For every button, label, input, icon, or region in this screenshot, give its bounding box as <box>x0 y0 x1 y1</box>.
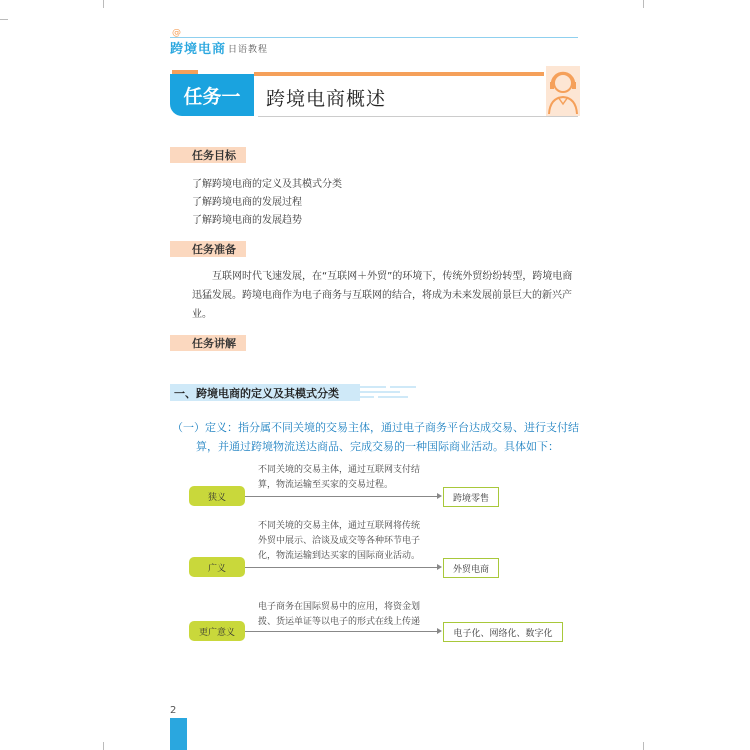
connector-arrow-head <box>437 628 442 634</box>
crop-mark <box>103 742 104 750</box>
connector-arrow-head <box>437 564 442 570</box>
header-divider <box>170 37 578 38</box>
goal-item: 了解跨境电商的发展过程 <box>192 197 302 208</box>
prep-paragraph: 互联网时代飞速发展，在“互联网＋外贸”的环境下，传统外贸纷纷转型，跨境电商迅猛发展。跨境电商作为电子商务与互联网的结合，将成为未来发展前景巨大的新兴产业。 <box>192 271 573 320</box>
goal-item: 了解跨境电商的发展趋势 <box>192 215 302 226</box>
customer-service-person-icon <box>546 66 580 116</box>
diagram-description <box>258 463 420 493</box>
description-line: 不同关境的交易主体，通过互联网支付结 <box>258 465 421 475</box>
connector-arrow-line <box>245 496 438 497</box>
goal-item: 了解跨境电商的定义及其模式分类 <box>192 179 342 190</box>
title-underline <box>258 116 578 117</box>
result-box-digitization: 电子化、网络化、数字化 <box>443 622 563 642</box>
section-label-prep: 任务准备 <box>170 241 246 257</box>
title-accent-bar <box>254 72 544 76</box>
connector-arrow-line <box>245 631 438 632</box>
heading-definition-and-models: 一、跨境电商的定义及其模式分类 <box>170 384 360 401</box>
heading-dash-decoration <box>360 384 420 401</box>
page-edge-tab <box>170 718 187 750</box>
connector-arrow-head <box>437 493 442 499</box>
result-box-cross-border-retail: 跨境零售 <box>443 487 499 507</box>
scope-pill-narrow: 狭义 <box>189 486 245 506</box>
crop-mark <box>643 742 644 750</box>
page-number: 2 <box>170 705 177 716</box>
description-line: 电子商务在国际贸易中的应用，将资金划 <box>258 602 421 612</box>
description-line: 拨、货运单证等以电子的形式在线上传递 <box>258 617 421 627</box>
task-title: 跨境电商概述 <box>266 88 387 110</box>
diagram-description <box>258 600 420 630</box>
scope-pill-broad: 广义 <box>189 557 245 577</box>
description-line: 外贸中展示、洽谈及成交等各种环节电子 <box>258 536 421 546</box>
result-box-foreign-trade-ecommerce: 外贸电商 <box>443 558 499 578</box>
section-label-goal: 任务目标 <box>170 147 246 163</box>
task-number-tag: 任务一 <box>170 74 254 116</box>
diagram-description <box>258 519 420 564</box>
definition-line: （一）定义：指分属不同关境的交易主体，通过电子商务平台达成交易、进行支付结 <box>172 421 579 434</box>
header-book-title: 跨境电商 <box>170 42 227 57</box>
description-line: 化，物流运输到达买家的国际商业活动。 <box>258 551 421 561</box>
connector-arrow-line <box>245 567 438 568</box>
definition-line: 算，并通过跨境物流送达商品、完成交易的一种国际商业活动。具体如下： <box>196 440 559 453</box>
crop-mark <box>0 19 8 20</box>
header-book-subtitle: 日语教程 <box>228 45 269 55</box>
header-at-symbol: @ <box>172 28 181 38</box>
description-line: 不同关境的交易主体，通过互联网将传统 <box>258 521 421 531</box>
scope-pill-broadest: 更广意义 <box>189 621 245 641</box>
definition-text <box>172 418 580 456</box>
crop-mark <box>643 0 644 8</box>
crop-mark <box>103 0 104 8</box>
section-label-explain: 任务讲解 <box>170 335 246 351</box>
description-line: 算，物流运输至买家的交易过程。 <box>258 480 394 490</box>
